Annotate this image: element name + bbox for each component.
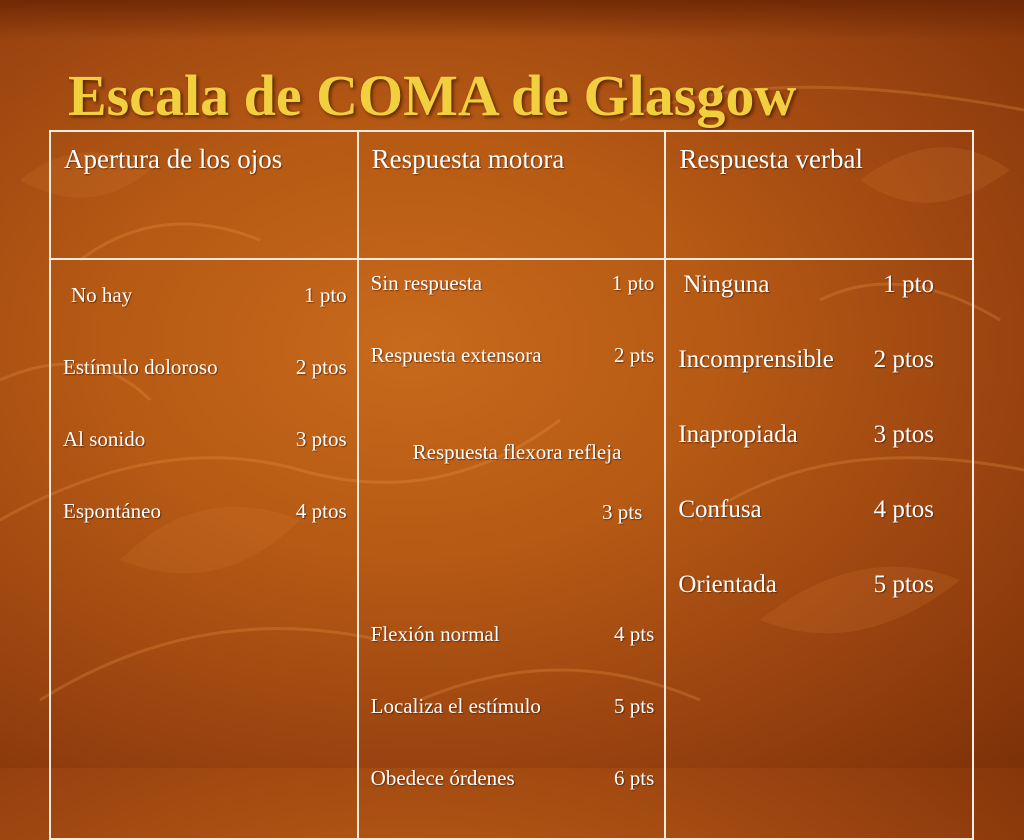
item-points: 3 ptos — [873, 421, 934, 448]
item-points: 4 ptos — [295, 499, 347, 523]
item-label: Incomprensible — [678, 346, 834, 373]
list-item — [371, 343, 655, 368]
item-label: Confusa — [678, 496, 762, 523]
list-item — [678, 571, 962, 599]
motor-response-cell — [358, 259, 666, 839]
eye-opening-cell — [50, 259, 358, 839]
header-eye-opening: Apertura de los ojos — [50, 131, 358, 259]
item-label: Inapropiada — [678, 421, 798, 448]
item-points: 5 ptos — [873, 571, 934, 598]
item-label: Sin respuesta — [370, 271, 483, 295]
slide-title: Escala de COMA de Glasgow — [68, 63, 797, 128]
item-points: 4 pts — [614, 622, 655, 646]
list-item — [371, 622, 655, 647]
item-label: Ninguna — [683, 271, 770, 298]
table-header-row — [50, 131, 973, 259]
list-item — [63, 283, 347, 308]
item-points: 1 pto — [611, 271, 655, 295]
item-label: Orientada — [678, 571, 777, 598]
list-item — [371, 694, 655, 719]
list-item — [63, 499, 347, 524]
list-item — [678, 346, 962, 374]
item-label: Al sonido — [63, 427, 146, 451]
item-label: Localiza el estímulo — [370, 694, 541, 718]
item-points: 6 pts — [614, 766, 655, 790]
item-label: Respuesta flexora refleja — [412, 440, 622, 464]
list-item — [678, 271, 962, 299]
item-label: Flexión normal — [370, 622, 500, 646]
list-item — [371, 415, 655, 575]
item-label: Obedece órdenes — [370, 766, 515, 790]
verbal-response-cell — [665, 259, 973, 839]
list-item — [63, 355, 347, 380]
item-points: 2 ptos — [295, 355, 347, 379]
item-label: Respuesta extensora — [370, 343, 542, 367]
table-body-row — [50, 259, 973, 839]
item-points: 2 pts — [614, 343, 655, 367]
glasgow-coma-scale-table — [49, 130, 974, 840]
header-motor-response: Respuesta motora — [358, 131, 666, 259]
item-points: 5 pts — [614, 694, 655, 718]
item-label: No hay — [71, 283, 133, 307]
list-item — [371, 271, 655, 296]
item-points: 3 ptos — [295, 427, 347, 451]
header-verbal-response: Respuesta verbal — [665, 131, 973, 259]
item-points: 4 ptos — [873, 496, 934, 523]
list-item — [63, 427, 347, 452]
list-item — [678, 421, 962, 449]
item-points: 1 pto — [883, 271, 934, 298]
item-label: Espontáneo — [63, 499, 161, 523]
item-points: 1 pto — [304, 283, 347, 307]
list-item — [371, 766, 655, 791]
list-item — [678, 496, 962, 524]
item-points: 2 ptos — [873, 346, 934, 373]
item-label: Estímulo doloroso — [63, 355, 218, 379]
item-points: 3 pts — [602, 500, 643, 524]
